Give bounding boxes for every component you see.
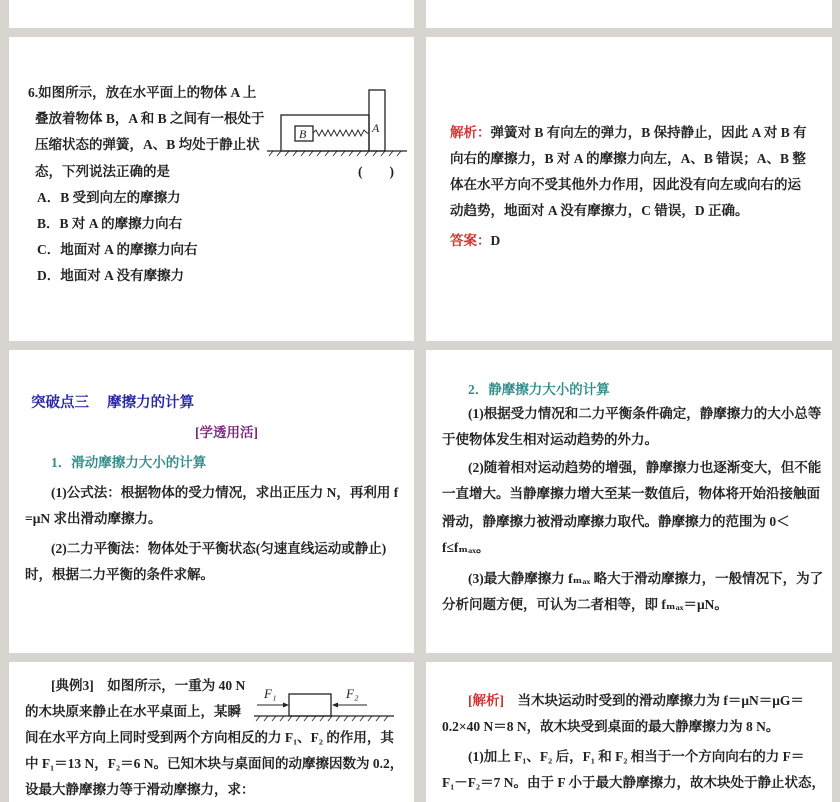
example-text: 如图所示，一重为 40 N — [107, 678, 246, 693]
analysis-line: 动趋势，地面对 A 没有摩擦力，C 错误，D 正确。 — [450, 203, 749, 218]
analysis-text: 弹簧对 B 有向左的弹力，B 保持静止，因此 A 对 B 有 — [490, 125, 807, 140]
force-f2-label: F₂ — [346, 686, 359, 701]
analysis-line — [450, 125, 807, 141]
analysis-line — [468, 693, 804, 709]
example-line: 的木块原来静止在水平桌面上，某瞬 — [25, 704, 241, 719]
subsection-heading: 1．滑动摩擦力大小的计算 — [51, 455, 207, 470]
block-b-label: B — [299, 127, 307, 141]
analysis-line: (1)加上 F₁、F₂ 后，F₁ 和 F₂ 相当于一个方向向右的力 F＝ — [468, 749, 805, 764]
option-d: D．地面对 A 没有摩擦力 — [37, 268, 185, 283]
question-line: 6.如图所示，放在水平面上的物体 A 上 — [28, 85, 257, 100]
body-line: 于使物体发生相对运动趋势的外力。 — [442, 432, 658, 447]
example-line — [51, 678, 245, 694]
body-line: (3)最大静摩擦力 fₘₐₓ 略大于滑动摩擦力，一般情况下，为了 — [468, 571, 824, 586]
analysis-text: 当木块运动时受到的滑动摩擦力为 f＝μN＝μG＝ — [517, 693, 804, 708]
analysis-line: 体在水平方向不受其他外力作用，因此没有向左或向右的运 — [450, 177, 801, 192]
section-subtitle: [学透用活] — [195, 425, 258, 440]
answer-label: 答案： — [450, 233, 491, 248]
question-line: 叠放着物体 B，A 和 B 之间有一根处于 — [35, 111, 265, 126]
slide-question-6-answer — [426, 37, 832, 341]
body-line: 分析问题方便，可认为二者相等，即 fₘₐₓ＝μN。 — [442, 597, 728, 612]
answer-paren: ( ) — [358, 164, 394, 179]
block-a-label: A — [372, 121, 380, 135]
question-line: 态，下列说法正确的是 — [35, 164, 170, 179]
section-title: 突破点三 摩擦力的计算 — [31, 395, 195, 411]
slide-friction-calc — [9, 350, 414, 653]
analysis-line: F₁－F₂＝7 N。由于 F 小于最大静摩擦力，故木块处于静止状态， — [442, 775, 825, 790]
body-line: (1)根据受力情况和二力平衡条件确定，静摩擦力的大小总等 — [468, 406, 822, 421]
answer-line — [450, 233, 500, 249]
body-line: 一直增大。当静摩擦力增大至某一数值后，物体将开始沿接触面 — [442, 486, 820, 501]
slide-top-left — [9, 0, 414, 28]
question-line: 压缩状态的弹簧，A、B 均处于静止状 — [35, 137, 260, 152]
example-label: [典例3] — [51, 678, 94, 693]
body-line: 滑动，静摩擦力被滑动摩擦力取代。静摩擦力的范围为 0＜ — [442, 514, 790, 529]
spring-blocks-figure — [267, 87, 412, 159]
body-line: (2)二力平衡法：物体处于平衡状态(匀速直线运动或静止) — [51, 541, 387, 556]
example-line: 中 F₁＝13 N，F₂＝6 N。已知木块与桌面间的动摩擦因数为 0.2， — [25, 756, 404, 771]
body-line: 时，根据二力平衡的条件求解。 — [25, 567, 214, 582]
analysis-line: 0.2×40 N＝8 N，故木块受到桌面的最大静摩擦力为 8 N。 — [442, 719, 780, 734]
body-line: (1)公式法：根据物体的受力情况，求出正压力 N，再利用 f — [51, 485, 399, 500]
slide-top-right — [426, 0, 832, 28]
body-line: (2)随着相对运动趋势的增强，静摩擦力也逐渐变大，但不能 — [468, 460, 822, 475]
answer-value: D — [490, 233, 501, 248]
two-forces-figure — [254, 682, 399, 724]
option-c: C．地面对 A 的摩擦力向右 — [37, 242, 198, 257]
option-a: A．B 受到向左的摩擦力 — [37, 190, 181, 205]
example-line: 设最大静摩擦力等于滑动摩擦力，求： — [25, 782, 255, 797]
example-line: 间在水平方向上同时受到两个方向相反的力 F₁、F₂ 的作用，其 — [25, 730, 394, 745]
body-line: =μN 求出滑动摩擦力。 — [25, 511, 162, 526]
option-b: B．B 对 A 的摩擦力向右 — [37, 216, 183, 231]
analysis-line: 向右的摩擦力，B 对 A 的摩擦力向左，A、B 错误；A、B 整 — [450, 151, 806, 166]
slide-question-6 — [9, 37, 414, 341]
slide-static-friction-calc — [426, 350, 832, 653]
analysis-label: [解析] — [468, 693, 504, 708]
slide-example-3-answer — [426, 662, 832, 802]
analysis-label: 解析： — [450, 125, 491, 140]
subsection-heading: 2．静摩擦力大小的计算 — [468, 382, 610, 397]
slide-example-3 — [9, 662, 414, 802]
force-f1-label: F₁ — [264, 686, 277, 701]
body-line: f≤fₘₐₓ。 — [442, 540, 490, 555]
